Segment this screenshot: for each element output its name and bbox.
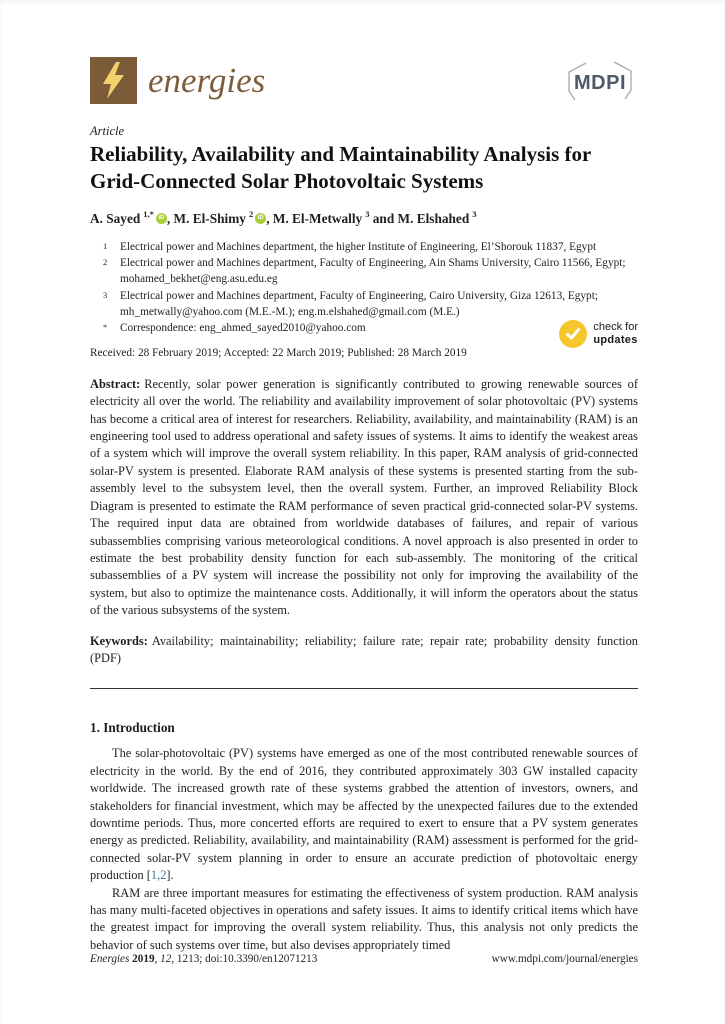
intro-paragraph-1 (90, 745, 638, 884)
mdpi-logo-text: MDPI (574, 72, 626, 94)
check-icon (559, 320, 587, 348)
author-name: M. Elshahed (397, 210, 470, 226)
footer (90, 953, 638, 965)
footer-separator: , (154, 953, 161, 965)
footer-volume: 12 (160, 953, 172, 965)
abstract (90, 376, 638, 620)
keywords-text: Availability; maintainability; reliability; failure rate; repair rate; probability density function (PDF) (90, 633, 638, 665)
affiliation-row (90, 239, 638, 255)
orcid-icon[interactable]: iD (156, 213, 167, 224)
affiliation-marker: 3 (103, 289, 108, 300)
abstract-label: Abstract: (90, 376, 141, 391)
affiliation-list (90, 239, 638, 337)
author-name: M. El-Shimy (173, 210, 246, 226)
affiliation-marker: * (103, 322, 108, 333)
affiliation-row (90, 288, 638, 321)
orcid-icon[interactable]: iD (255, 213, 266, 224)
keywords-label: Keywords: (90, 633, 148, 648)
affiliation-text: Correspondence: eng_ahmed_sayed2010@yahoo.com (120, 322, 366, 335)
mdpi-logo (562, 60, 638, 107)
header (90, 57, 638, 107)
affiliation-row (90, 320, 638, 336)
paragraph-text: The solar-photovoltaic (PV) systems have emerged as one of the most contributed renewable sources of electricity in the world. By the end of 2016, they contributed approximately 303 GW installed capacity worldwide. The increased growth rate of these systems grabbed the attention of investors, owners, and stakeholders for financial investment, which may be affected by the unexpected failures due to the extended downtime periods. Thus, more concerted efforts are required to exert to ensure that a PV system generates energy as predicted. Reliability, availability, and maintainability (RAM) assessment is performed for the grid-connected solar-PV system planning in order to ensure an accurate prediction of photovoltaic energy production [ (90, 746, 638, 883)
author-separator: , (166, 210, 174, 226)
author-name: M. El-Metwally (272, 210, 363, 226)
lightning-bolt-icon (90, 57, 137, 104)
affiliation-text: Electrical power and Machines department, the higher Institute of Engineering, El’Shorouk 11837, Egypt (120, 240, 597, 253)
affiliation-marker: 1 (103, 240, 108, 251)
journal-name: energies (148, 61, 266, 100)
citation-link[interactable]: 1,2 (150, 868, 167, 883)
badge-line2: updates (593, 334, 638, 346)
section-heading: 1. Introduction (90, 720, 175, 736)
footer-journal: Energies (90, 953, 130, 965)
dates-line: Received: 28 February 2019; Accepted: 22 March 2019; Published: 28 March 2019 (90, 346, 467, 359)
abstract-text: Recently, solar power generation is significantly contributed to growing renewable sources of electricity all over the world. The reliability and availability improvement of solar photovoltaic (PV) systems has become a critical area of interest for researchers. Reliability, availability, and maintainability (RAM) is an engineering tool used to address operational and safety issues of systems. It aims to identify the weakest areas of a system which will improve the overall system reliability. In this paper, RAM analysis of grid-connected solar-PV system is presented. Elaborate RAM analysis of these systems is presented starting from the sub-assembly level to the subsystem level, then the overall system. Further, an improved Reliability Block Diagram is presented to estimate the RAM performance of seven practical grid-connected solar-PV systems. The required input data are obtained from worldwide databases of failures, and repair of various subassemblies comprising various meteorological conditions. A novel approach is also presented in order to estimate the best probability density function for each sub-assembly. The monitoring of the critical subassemblies of a PV system will increase the possibility not only for improving the availability of the system, but also to optimize the maintenance costs. Additionally, it will inform the operators about the status of the various subsystems of the system. (90, 376, 638, 618)
author-separator: , (266, 210, 273, 226)
badge-text (593, 321, 638, 347)
footer-year: 2019 (132, 953, 155, 965)
paper-title: Reliability, Availability and Maintainability Analysis for Grid-Connected Solar Photovoltaic Systems (90, 142, 591, 194)
footer-url[interactable]: www.mdpi.com/journal/energies (491, 953, 638, 965)
content-column (90, 0, 638, 954)
intro-paragraph-2: RAM are three important measures for estimating the effectiveness of system production. RAM analysis has many multi-faceted objectives in operations and safety issues. It aims to identify critical items which have the greatest impact for improving the overall system reliability. Thus, this analysis not only predicts the behavior of such systems over time, but also devises appropriately timed (90, 885, 638, 952)
affiliation-text: Electrical power and Machines department, Faculty of Engineering, Ain Shams University, Cairo 11566, Egypt; mohamed_bekhet@eng.asu.edu.eg (120, 256, 626, 286)
check-updates-badge[interactable] (559, 320, 638, 348)
affiliation-text: Electrical power and Machines department, Faculty of Engineering, Cairo University, Giza 12613, Egypt; mh_metwally@yahoo.com (M.E.-M.); eng.m.elshahed@gmail.com (M.E.) (120, 289, 598, 319)
author-affil-sup: 2 (248, 208, 254, 219)
affiliation-row (90, 255, 638, 288)
journal-logo (90, 57, 265, 104)
author-separator: and (369, 210, 398, 226)
author-affil-sup: 1,* (143, 208, 154, 219)
author-line (90, 209, 638, 227)
paragraph-text: ]. (166, 868, 174, 883)
affiliation-marker: 2 (103, 256, 108, 267)
keywords (90, 633, 638, 668)
author-affil-sup: 3 (365, 208, 370, 219)
author-name: A. Sayed (90, 210, 141, 226)
author-affil-sup: 3 (472, 208, 477, 219)
footer-doi: , 1213; doi:10.3390/en12071213 (171, 953, 318, 965)
footer-citation (90, 953, 317, 965)
article-type-label: Article (90, 124, 125, 138)
section-divider (90, 688, 638, 689)
badge-line1: check for (593, 320, 638, 333)
